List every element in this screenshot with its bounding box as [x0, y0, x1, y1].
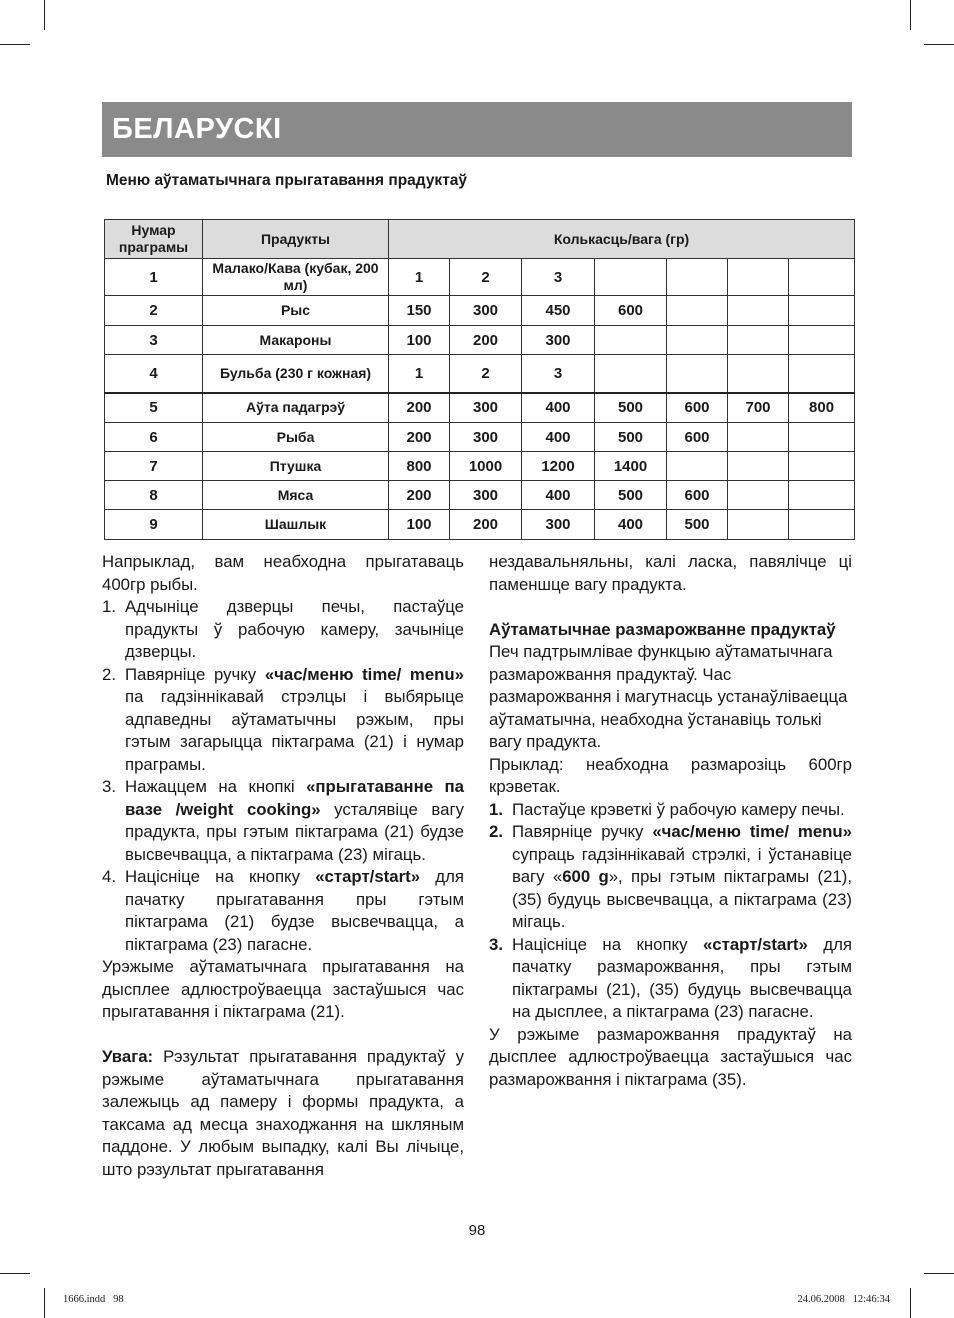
crop-mark: [44, 1288, 45, 1318]
table-row: [105, 296, 855, 326]
footer-file: 1666.indd 98: [63, 1294, 124, 1305]
programs-table: [104, 219, 855, 540]
list-item: [102, 596, 464, 664]
cell-value: 600: [667, 423, 728, 452]
cell-product: Шашлык: [203, 510, 389, 540]
cell-num: 6: [105, 423, 203, 452]
cooking-steps: [102, 596, 464, 956]
cell-value: [789, 259, 855, 296]
cell-value: 200: [389, 393, 450, 423]
table-row: [105, 452, 855, 481]
cell-value: 600: [667, 481, 728, 510]
cell-num: 3: [105, 326, 203, 355]
cell-product: Аўта падагрэў: [203, 393, 389, 423]
cell-value: [789, 423, 855, 452]
step-text: Націсніце на кнопку «старт/start» для пачатку прыгатавання пры гэтым піктаграма (21) будзе высвечвацца, а піктаграма (23) пагасне.: [125, 867, 464, 954]
defrost-paragraph: Печ падтрымлівае функцыю аўтаматычнага размарожвання прадуктаў. Час размарожвання і магутнасць устанаўліваецца аўтаматычна, неабходна ўстанавіць толькі вагу прадукта.: [489, 642, 848, 751]
defrost-steps: [489, 799, 852, 1024]
table-row: [105, 259, 855, 296]
continued-paragraph: нездавальняльны, калі ласка, павялічце ці паменшце вагу прадукта.: [489, 552, 852, 594]
cell-value: 300: [522, 326, 595, 355]
cell-value: 800: [389, 452, 450, 481]
step-text: Нажаццем на кнопкі «прыгатаванне па вазе /weight cooking» усталявіце вагу прадукта, пры гэтым піктаграма (21) будзе высвечвацца, а піктаграма (23) мігаць.: [125, 777, 464, 864]
cell-value: 200: [450, 510, 522, 540]
list-item: [489, 821, 852, 934]
cell-value: [789, 510, 855, 540]
cell-num: 7: [105, 452, 203, 481]
cell-value: 600: [595, 296, 667, 326]
cell-value: 3: [522, 355, 595, 393]
cell-product: Бульба (230 г кожная): [203, 355, 389, 393]
cell-value: 1400: [595, 452, 667, 481]
cell-value: 150: [389, 296, 450, 326]
step-text: Павярніце ручку «час/меню time/ menu» супраць гадзіннікавай стрэлкі, і ўстанавіце вагу «600 g», пры гэтым піктаграмы (21), (35) будуць высвечвацца, а піктаграма (23) мігаць.: [512, 822, 852, 931]
step-text: Націсніце на кнопку «старт/start» для пачатку размарожвання, пры гэтым піктаграмы (21), (35) будуць высвечвацца на дысплее, а піктаграма (23) пагасне.: [512, 934, 852, 1021]
cell-value: [667, 355, 728, 393]
crop-mark: [0, 44, 30, 45]
cell-value: 1000: [450, 452, 522, 481]
after-paragraph: Урэжыме аўтаматычнага прыгатавання на дысплее адлюстроўваецца застаўшыся час прыгатавання і піктаграма (21).: [102, 957, 464, 1021]
cell-product: Малако/Кава (кубак, 200 мл): [203, 259, 389, 296]
cell-value: 300: [450, 296, 522, 326]
cell-value: 1: [389, 355, 450, 393]
step-number: 3.: [102, 777, 116, 796]
cell-num: 2: [105, 296, 203, 326]
header-cell: Нумар праграмы: [105, 220, 203, 259]
cell-value: 500: [667, 510, 728, 540]
banner-title: БЕЛАРУСКІ: [112, 113, 282, 145]
cell-value: [595, 355, 667, 393]
cell-product: Макароны: [203, 326, 389, 355]
cell-value: [789, 326, 855, 355]
cell-value: 400: [595, 510, 667, 540]
cell-value: [667, 259, 728, 296]
cell-value: 1: [389, 259, 450, 296]
cell-num: 9: [105, 510, 203, 540]
cell-value: 1200: [522, 452, 595, 481]
cell-value: [595, 326, 667, 355]
cell-product: Рыс: [203, 296, 389, 326]
step-number: 1.: [489, 799, 503, 819]
cell-value: [789, 452, 855, 481]
step-number: 1.: [102, 597, 116, 616]
step-number: 3.: [489, 934, 503, 954]
left-column: [102, 551, 464, 1181]
header-cell: Прадукты: [203, 220, 389, 259]
cell-num: 8: [105, 481, 203, 510]
table-row: [105, 326, 855, 355]
table-row: [105, 510, 855, 540]
cell-value: [667, 452, 728, 481]
cell-num: 4: [105, 355, 203, 393]
table-row: [105, 393, 855, 423]
language-banner: [102, 102, 852, 157]
cell-value: [728, 355, 789, 393]
cell-value: 300: [522, 510, 595, 540]
cell-value: 500: [595, 481, 667, 510]
cell-value: 400: [522, 423, 595, 452]
step-number: 2.: [489, 822, 503, 841]
crop-mark: [0, 1273, 30, 1274]
example-paragraph: Прыклад: неабходна размарозіць 600гр крэветак.: [489, 754, 852, 796]
cell-value: 500: [595, 393, 667, 423]
cell-value: 200: [389, 423, 450, 452]
list-item: [489, 934, 852, 1024]
cell-value: 700: [728, 393, 789, 423]
header-cell: Колькасць/вага (гр): [389, 220, 855, 259]
menu-heading: Меню аўтаматычнага прыгатавання прадуктаў: [106, 172, 468, 189]
step-text: Адчыніце дзверцы печы, пастаўце прадукты ў рабочую камеру, зачыніце дзверцы.: [125, 597, 464, 661]
footer-date: 24.06.2008 12:46:34: [797, 1294, 890, 1305]
cell-value: [789, 296, 855, 326]
cell-value: [595, 259, 667, 296]
cell-value: 400: [522, 481, 595, 510]
cell-value: 400: [522, 393, 595, 423]
note-paragraph: Увага: Рэзультат прыгатавання прадуктаў у рэжыме аўтаматычнага прыгатавання залежыць ад памеру і формы прадукта, а таксама ад месца знаходжання на шкляным паддоне. У любым выпадку, калі Вы лічыце, што рэзультат прыгатавання: [102, 1047, 464, 1179]
cell-value: 200: [450, 326, 522, 355]
cell-product: Рыба: [203, 423, 389, 452]
table-row: [105, 481, 855, 510]
cell-value: [667, 296, 728, 326]
list-item: [489, 799, 852, 822]
cell-value: [728, 510, 789, 540]
list-item: [102, 866, 464, 956]
crop-mark: [924, 44, 954, 45]
cell-value: [728, 452, 789, 481]
cell-value: 500: [595, 423, 667, 452]
defrost-after-paragraph: У рэжыме размарожвання прадуктаў на дысплее адлюстроўваецца застаўшыся час размарожвання і піктаграма (35).: [489, 1024, 852, 1089]
cell-value: [728, 259, 789, 296]
cell-value: [667, 326, 728, 355]
cell-product: Мяса: [203, 481, 389, 510]
cell-value: [728, 296, 789, 326]
cell-value: 600: [667, 393, 728, 423]
step-text: Пастаўце крэветкі ў рабочую камеру печы.: [512, 799, 845, 819]
cell-value: 800: [789, 393, 855, 423]
cell-num: 5: [105, 393, 203, 423]
cell-value: [789, 355, 855, 393]
cell-value: 100: [389, 326, 450, 355]
table-row: [105, 355, 855, 393]
right-column: [489, 551, 852, 1091]
crop-mark: [44, 0, 45, 30]
cell-value: [728, 423, 789, 452]
step-text: Павярніце ручку «час/меню time/ menu» па гадзіннікавай стрэлцы і выбярыце адпаведны аўтаматычны рэжым, пры гэтым загарыцца піктаграма (21) і нумар праграмы.: [125, 664, 464, 774]
table-header-row: [105, 220, 855, 259]
cell-value: [728, 481, 789, 510]
cell-value: 2: [450, 259, 522, 296]
intro-paragraph: Напрыклад, вам неабходна прыгатаваць 400гр рыбы.: [102, 552, 464, 594]
cell-product: Птушка: [203, 452, 389, 481]
cell-value: 2: [450, 355, 522, 393]
crop-mark: [924, 1273, 954, 1274]
step-number: 4.: [102, 867, 116, 886]
cell-value: 300: [450, 481, 522, 510]
cell-value: 300: [450, 423, 522, 452]
cell-value: [789, 481, 855, 510]
cell-value: 3: [522, 259, 595, 296]
page-number: 98: [468, 1222, 486, 1239]
list-item: [102, 776, 464, 866]
table-row: [105, 423, 855, 452]
crop-mark: [910, 1288, 911, 1318]
list-item: [102, 664, 464, 777]
cell-num: 1: [105, 259, 203, 296]
cell-value: 100: [389, 510, 450, 540]
cell-value: 300: [450, 393, 522, 423]
cell-value: 450: [522, 296, 595, 326]
defrost-heading: Аўтаматычнае размарожванне прадуктаў: [489, 619, 836, 639]
note-label: Увага:: [102, 1047, 154, 1066]
crop-mark: [910, 0, 911, 30]
step-number: 2.: [102, 664, 116, 684]
cell-value: 200: [389, 481, 450, 510]
cell-value: [728, 326, 789, 355]
